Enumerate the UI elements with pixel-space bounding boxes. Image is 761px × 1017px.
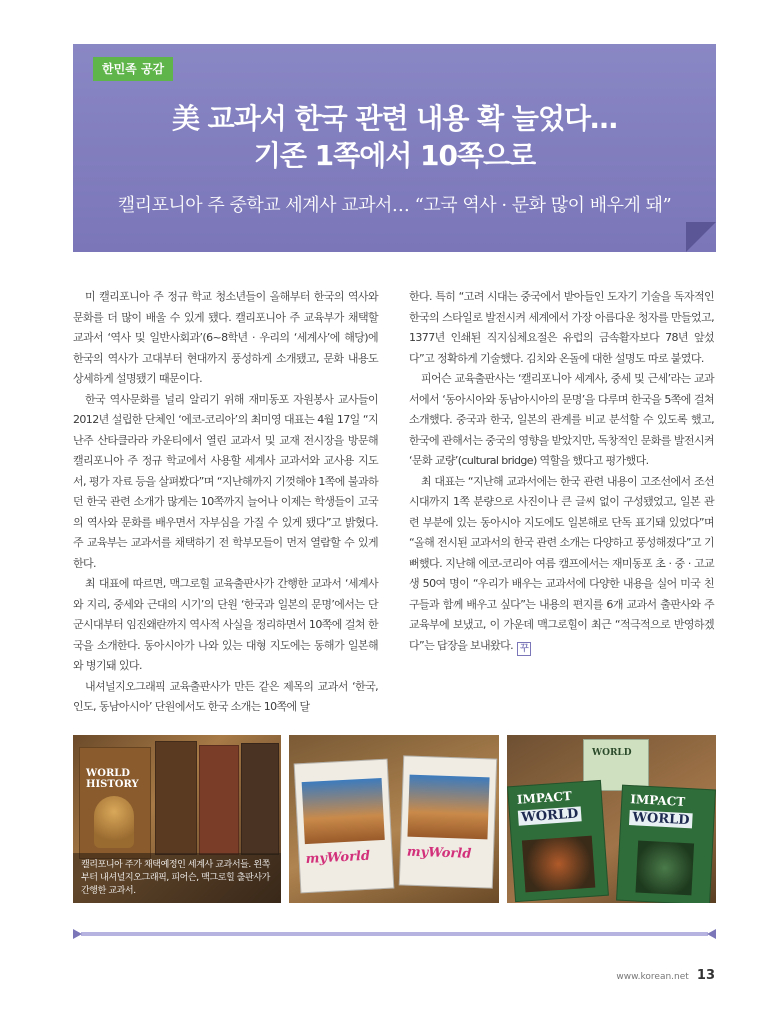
headline-line-1: 美 교과서 한국 관련 내용 확 늘었다… [171, 102, 618, 135]
divider-bar [81, 932, 708, 936]
buddha-statue-image [94, 796, 134, 848]
textbook-cover [616, 785, 716, 903]
paragraph [409, 472, 714, 657]
paragraph: 한다. 특히 “고려 시대는 중국에서 받아들인 도자기 기술을 독자적인 한국의 스타일로 발전시켜 세계에서 가장 아름다운 청자를 만들었고, 1377년 인쇄된 직지심체요절은 유럽의 금속활자보다 78년 앞섰다”고 정확하게 기술했다. 김치와 온돌에 대한 설명도 따로 붙였다. [409, 290, 714, 365]
paragraph: 내셔널지오그래픽 교육출판사가 만든 같은 제목의 교과서 ‘한국, 인도, 동남아시아’ 단원에서도 한국 소개는 10쪽에 달 [73, 679, 378, 713]
photo-caption: 캘리포니아 주가 채택예정인 세계사 교과서들. 왼쪽부터 내셔널지오그래픽, 피어슨, 맥그로힐 출판사가 간행한 교과서. [73, 853, 281, 903]
mosaic-image [522, 836, 595, 893]
page-footer [616, 964, 715, 983]
paragraph: 한국 역사문화를 널리 알리기 위해 재미동포 자원봉사 교사들이 2012년 설립한 단체인 ‘에코-코리아’의 최미영 대표는 4월 17일 “지난주 산타클라라 카운티에서 열린 교과서 및 교재 전시장을 방문해 캘리포니아 주 정규 학교에서 사용할 세계사 교과서와 교사용 지도서, 평가 자료 등을 살펴봤다”며 “지난해까지 기껏해야 1쪽에 불과하던 한국 관련 소개가 많게는 10쪽까지 늘어나 이제는 학생들이 고국의 역사와 문화를 배우면서 자부심을 가질 수 있게 됐다”고 밝혔다. 주 교육부는 교과서를 채택하기 전 학부모들이 먼저 열람할 수 있게 한다. [73, 392, 378, 570]
paragraph-text: 최 대표는 “지난해 교과서에는 한국 관련 내용이 고조선에서 조선 시대까지 1쪽 분량으로 사진이나 큰 글씨 없이 구성됐었고, 일본 관련 부분에 있는 동아시아 지도에도 일본해로 단독 표기돼 있었다”며 “올해 전시된 교과서의 한국 관련 소개는 다양하고 풍성해졌다”고 기뻐했다. 지난해 에코-코리아 여름 캠프에서는 재미동포 초 · 중 · 고교생 50여 명이 “우리가 배우는 교과서에 다양한 내용을 실어 미국 친구들과 함께 배우고 싶다”는 내용의 편지를 6개 교과서 출판사와 주 교육부에 보냈고, 이 가운데 맥그로힐이 최근 “적극적으로 반영하겠다”는 답장을 보내왔다. [409, 474, 714, 652]
figure-image [635, 841, 694, 896]
photo-textbooks-stack [73, 735, 281, 903]
headline-line-2: 기존 1쪽에서 10쪽으로 [253, 139, 536, 172]
body-column-right [409, 287, 714, 656]
textbook-title: myWorld [305, 848, 371, 868]
textbook-cover [79, 747, 151, 859]
photo-myworld-books [289, 735, 499, 903]
paragraph: 피어슨 교육출판사는 ‘캘리포니아 세계사, 중세 및 근세’라는 교과서에서 ‘동아시아와 동남아시아의 문명’을 다루며 한국을 5쪽에 걸쳐 소개했다. 중국과 한국, 일본의 관계를 비교 분석할 수 있도록 했고, 한국에 관해서는 중국의 영향을 받았지만, 독창적인 문화를 발전시켜 ‘문화 교량’(cultural bridge) 역할을 했다고 평가했다. [409, 372, 714, 467]
photo-impact-books [507, 735, 716, 903]
bottom-divider [73, 929, 716, 939]
textbook-title: WORLD HISTORY [86, 768, 139, 790]
section-tag: 한민족 공감 [93, 57, 173, 81]
textbook-title: IMPACT [629, 792, 686, 809]
textbook-cover [507, 780, 609, 902]
divider-arrow-left-icon [73, 929, 82, 939]
textbook-title: IMPACT [516, 788, 573, 807]
textbook-cover [199, 745, 239, 855]
title-banner [73, 44, 716, 252]
textbook-cover [155, 741, 197, 855]
end-mark-icon: 꾸 [517, 642, 531, 656]
textbook-cover [241, 743, 279, 855]
textbook-title: WORLD [592, 748, 632, 758]
divider-arrow-right-icon [707, 929, 716, 939]
textbook-title: myWorld [406, 844, 472, 862]
textbook-title: WORLD [629, 810, 693, 828]
headline [73, 100, 716, 174]
body-column-left [73, 287, 378, 718]
paragraph: 최 대표에 따르면, 맥그로힐 교육출판사가 간행한 교과서 ‘세계사와 지리, 중세와 근대의 시기’의 단원 ‘한국과 일본의 문명’에서는 단군시대부터 임진왜란까지 역사적 사실을 정리하면서 10쪽에 걸쳐 한국을 소개한다. 동아시아가 나와 있는 대형 지도에는 동해가 일본해와 병기돼 있다. [73, 577, 378, 672]
tower-image [302, 778, 385, 844]
textbook-title: WORLD [518, 806, 582, 825]
page-number: 13 [696, 968, 715, 983]
tower-image [407, 775, 489, 840]
textbook-cover [294, 759, 395, 894]
textbook-cover [399, 755, 497, 888]
footer-site-url: www.korean.net [616, 972, 689, 982]
paragraph: 미 캘리포니아 주 정규 학교 청소년들이 올해부터 한국의 역사와 문화를 더 많이 배울 수 있게 됐다. 캘리포니아 주 교육부가 채택할 교과서 ‘역사 및 일반사회과’(6~8학년 · 우리의 ‘세계사’에 해당)에 한국의 역사가 고대부터 현대까지 풍성하게 소개됐고, 문화 내용도 상세하게 설명됐기 때문이다. [73, 290, 378, 385]
page-fold-corner [686, 222, 716, 252]
subheadline: 캘리포니아 주 중학교 세계사 교과서… “고국 역사 · 문화 많이 배우게 돼” [117, 195, 672, 216]
